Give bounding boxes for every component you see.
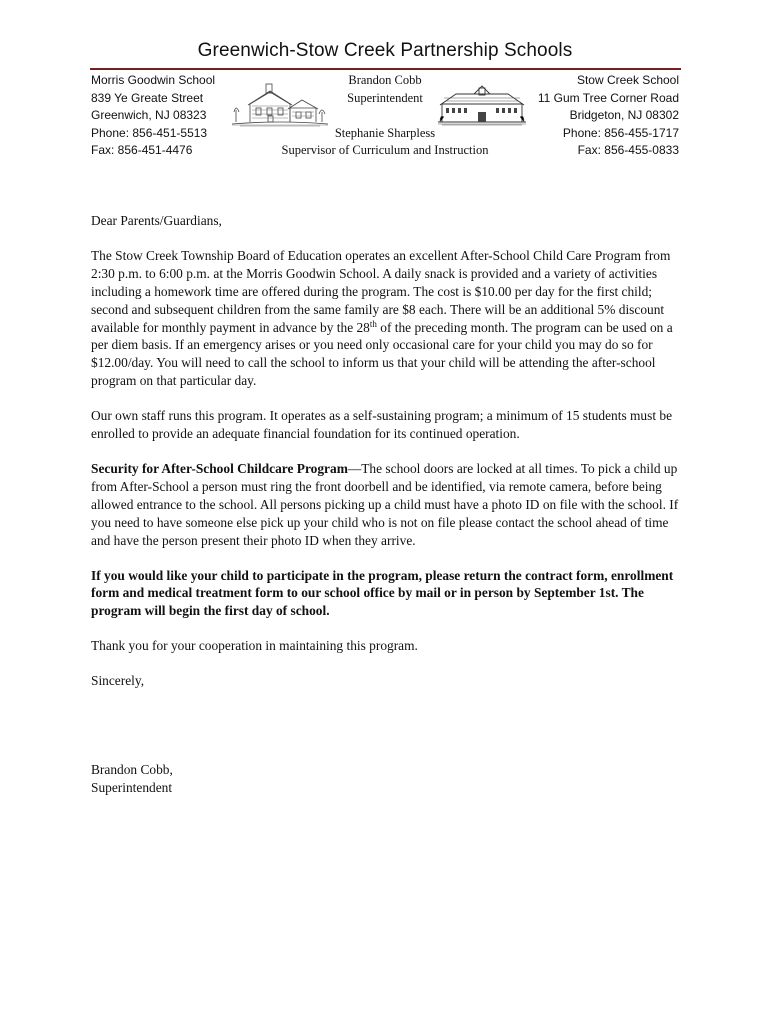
right-school-phone: Phone: 856-455-1717 (562, 125, 679, 140)
signer-name: Brandon Cobb, (91, 762, 173, 778)
supervisor-name: Stephanie Sharpless (334, 125, 436, 140)
letter-body (91, 212, 683, 797)
paragraph-enrollment-instructions: If you would like your child to participate in the program, please return the contract form, enrollment form and medical treatment form to our school office by mail or in person by September 1st. The program will begin the first day of school. (91, 567, 674, 619)
right-school-street: 11 Gum Tree Corner Road (537, 90, 679, 105)
left-school-address (91, 72, 215, 160)
school-building-sketch-left (230, 82, 330, 128)
right-school-name: Stow Creek School (576, 73, 679, 87)
paragraph-security: Security for After-School Childcare Program—The school doors are locked at all times. To pick a child up from After-School a person must ring the front doorbell and be identified, via remote camera, before being allowed entrance to the school. All persons picking up a child must have a photo ID on file with the school. If you need to have someone else pick up your child who is not on file please contact the school ahead of time and have the person present their photo ID when they arrive. (91, 460, 679, 548)
left-school-phone: Phone: 856-451-5513 (91, 125, 208, 140)
supervisor-title: Supervisor of Curriculum and Instruction (281, 143, 489, 158)
salutation: Dear Parents/Guardians, (91, 213, 222, 228)
left-school-name: Morris Goodwin School (91, 73, 216, 87)
title-divider (90, 68, 681, 70)
paragraph-thanks: Thank you for your cooperation in maintaining this program. (91, 638, 418, 654)
right-school-city: Bridgeton, NJ 08302 (569, 108, 679, 123)
ordinal-suffix: th (369, 318, 377, 329)
left-school-street: 839 Ye Greate Street (91, 90, 204, 105)
signature-block (91, 761, 683, 797)
right-school-address (538, 72, 679, 160)
right-school-fax: Fax: 856-455-0833 (577, 143, 679, 158)
superintendent-name: Brandon Cobb (348, 73, 422, 87)
page-title: Greenwich-Stow Creek Partnership Schools (197, 40, 573, 61)
paragraph-staffing: Our own staff runs this program. It operates as a self-sustaining program; a minimum of 15 students must be enrolled to provide an adequate financial foundation for its continued operation. (91, 408, 673, 442)
signer-title: Superintendent (91, 779, 173, 795)
left-school-fax: Fax: 856-451-4476 (91, 143, 193, 158)
superintendent-title: Superintendent (347, 90, 423, 105)
left-school-city: Greenwich, NJ 08323 (91, 108, 207, 123)
security-heading: Security for After-School Childcare Program (91, 460, 348, 476)
school-building-sketch-right (436, 84, 528, 126)
closing: Sincerely, (91, 673, 145, 689)
paragraph-program-overview: The Stow Creek Township Board of Education operates an excellent After-School Child Care Program from 2:30 p.m. to 6:00 p.m. at the Morris Goodwin School. A daily snack is provided and a variety of activities including a homework time are offered during the program. The cost is $10.00 per day for the first child; second and subsequent children from the same family are $8 each. There will be an additional 5% discount available for monthly payment in advance by the 28th of the preceding month. The program can be used on a per diem basis. If an emergency arises or you need only occasional care for your child you may do so for $12.00/day. You will need to call the school to inform us that your child will be attending the after-school program on that particular day. (91, 247, 673, 389)
